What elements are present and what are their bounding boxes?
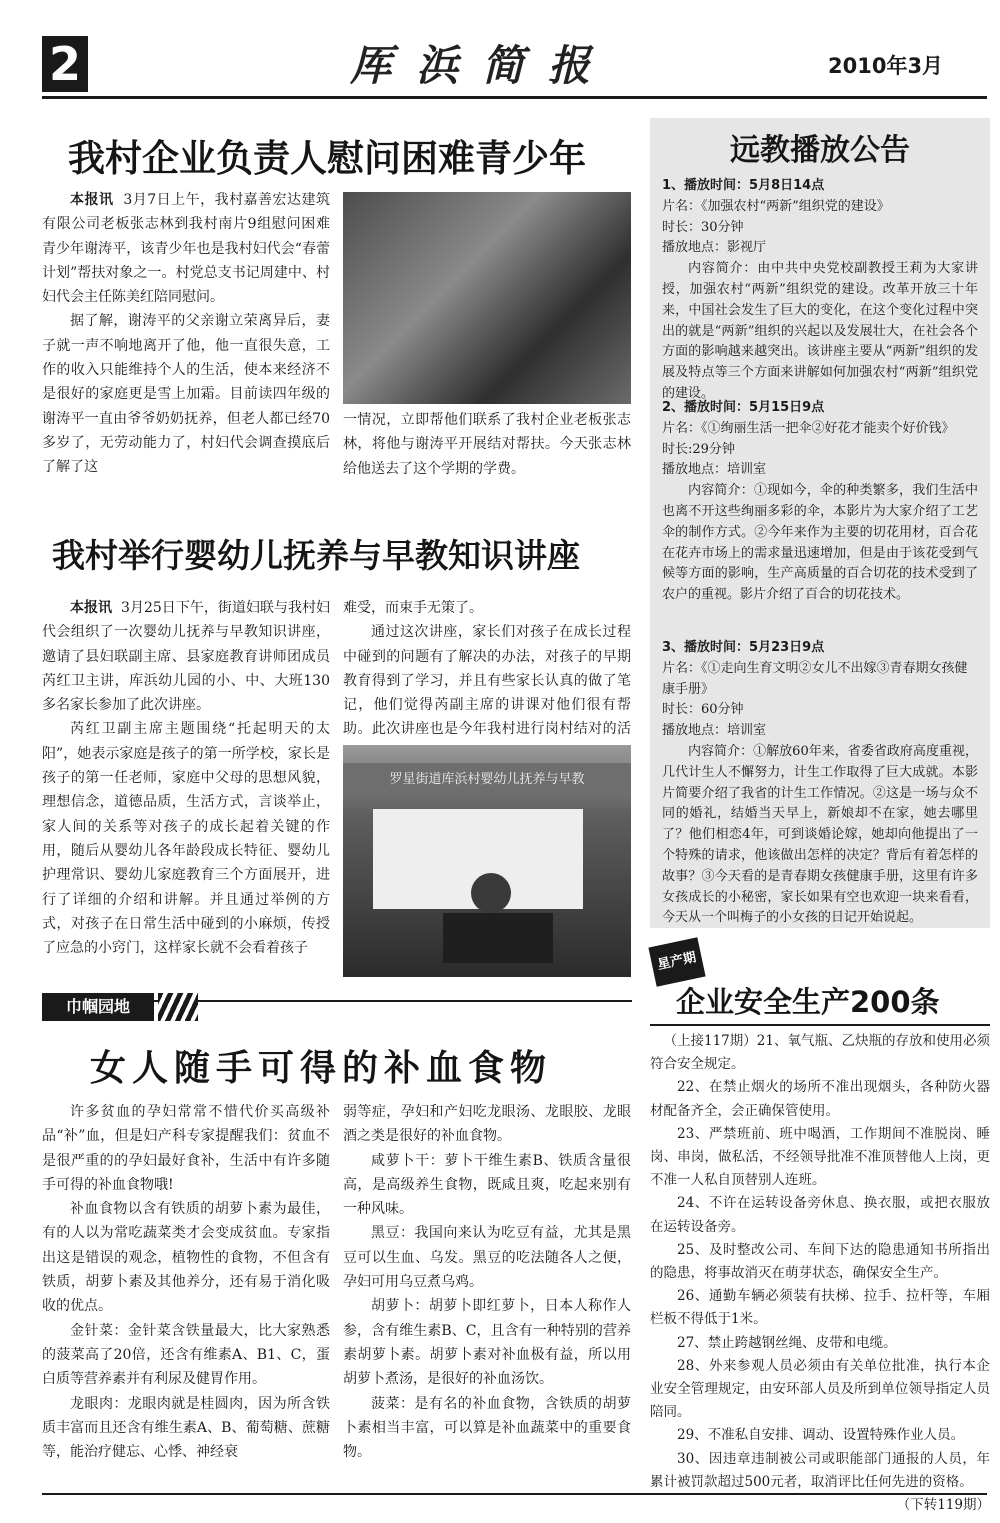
article1-photo <box>343 192 631 404</box>
notice-3-duration: 时长：60分钟 <box>662 702 744 718</box>
article2-para-3: 难受，而束手无策了。 <box>343 600 483 616</box>
article2-para-4: 通过这次讲座，家长们对孩子在成长过程中碰到的问题有了解决的办法，对孩子的早期教育得到了学习，并且有些家长认真的做了笔记，他们觉得芮副主席的讲课对他们很有帮助。此次讲座也是今年我村进行岗村结对的活 <box>343 624 631 738</box>
article1-para-3: 一情况，立即帮他们联系了我村企业老板张志林，将他与谢涛平开展结对帮扶。今天张志林给他送去了这个学期的学费。 <box>343 412 631 477</box>
notice-1-duration: 时长：30分钟 <box>662 219 744 235</box>
safety-item-28: 28、外来参观人员必须由有关单位批准，执行本企业安全管理规定，由安环部人员及所到单位领导指定人员陪同。 <box>650 1357 990 1421</box>
article3-left-para-1: 许多贫血的孕妇常常不惜代价买高级补品“补”血，但是妇产科专家提醒我们：贫血不是很严重的的孕妇最好食补，生活中有许多随手可得的补血食物哦! <box>42 1104 330 1193</box>
masthead-title: 厍浜简报 <box>350 41 615 90</box>
notice-1-intro: 内容简介：由中共中央党校副教授王莉为大家讲授，加强农村“两新”组织党的建设。改革开放三十年来，中国社会发生了巨大的变化，在这个变化过程中突出的就是“两新”组织的兴起以及发展壮大，在社会各个方面的影响越来越突出。该讲座主要从“两新”组织的发展及特点等三个方面来讲解如何加强农村“两新”组织党的建设。 <box>662 261 978 401</box>
lectern <box>443 913 553 963</box>
article2-col-left <box>42 596 330 960</box>
article1-para-1-text: 3月7日上午，我村嘉善宏达建筑有限公司老板张志林到我村南片9组慰问困难青少年谢涛平，该青少年也是我村妇代会“春蕾计划”帮扶对象之一。村党总支书记周建中、村妇代会主任陈美红陪同慰问。 <box>42 192 331 306</box>
notice-1-heading: 1、播放时间：5月8日14点 <box>662 178 825 193</box>
notice-3-heading: 3、播放时间：5月23日9点 <box>662 640 825 655</box>
article1-para-1 <box>42 188 330 309</box>
safety-item-26: 26、通勤车辆必须装有扶梯、拉手、拉杆等，车厢栏板不得低于1米。 <box>650 1288 990 1328</box>
lecture-banner: 罗星街道库浜村婴幼儿抚养与早教 <box>343 763 631 797</box>
header-rule <box>42 96 987 99</box>
notice-2-duration: 时长:29分钟 <box>662 441 735 457</box>
safety-title: 企业安全生产200条 <box>676 985 940 1019</box>
safety-item-23: 23、严禁班前、班中喝酒，工作期间不准脱岗、睡岗、串岗，做私活，不经领导批准不准顶替他人上岗，更不准一人私自顶替别人连班。 <box>650 1125 990 1189</box>
safety-item-27: 27、禁止跨越钢丝绳、皮带和电缆。 <box>677 1334 897 1351</box>
footer-rule <box>42 1493 987 1495</box>
safety-badge: 星产期 <box>648 937 705 987</box>
safety-item-29: 29、不准私自安排、调动、设置特殊作业人员。 <box>677 1427 965 1444</box>
article3-col-left <box>42 1100 330 1464</box>
article1-col-left <box>42 188 330 480</box>
notice-2-intro: 内容简介：①现如今，伞的种类繁多，我们生活中也离不开这些绚丽多彩的伞，本影片为大家介绍了工艺伞的制作方式。②今年来作为主要的切花用材，百合花在花卉市场上的需求量迅速增加，但是由于该花受到气候等方面的影响，生产高质量的百合切花的技术受到了农户的重视。影片介绍了百合的切花技术。 <box>662 483 978 603</box>
article3-col-right <box>343 1100 631 1464</box>
notice-1-film: 片名：《加强农村“两新”组织党的建设》 <box>662 198 890 214</box>
notice-2-location: 播放地点：培训室 <box>662 462 767 478</box>
article2-para-2: 芮红卫副主席主题围绕“托起明天的太阳”，她表示家庭是孩子的第一所学校，家长是孩子的第一任老师，家庭中父母的思想风貌，理想信念，道德品质，生活方式，言谈举止，家人间的关系等对孩子的成长起着关键的作用，随后从婴幼儿各年龄段成长特征、婴幼儿护理常识、婴幼儿家庭教育三个方面展开，进行了详细的介绍和讲解。并且通过举例的方式，对孩子在日常生活中碰到的小麻烦，传授了应急的小窍门，这样家长就不会看着孩子 <box>42 721 330 957</box>
speaker-figure <box>471 873 511 913</box>
article3-right-para-5: 菠菜：是有名的补血食物，含铁质的胡萝卜素相当丰富，可以算是补血蔬菜中的重要食物。 <box>343 1395 631 1461</box>
notice-3-intro: 内容简介：①解放60年来，省委省政府高度重视，几代计生人不懈努力，计生工作取得了巨大成就。本影片简要介绍了我省的计生工作情况。②这是一场与众不同的婚礼，结婚当天早上，新娘却不在家，她去哪里了？他们相恋4年，可到谈婚论嫁，她却向他提出了一个特殊的请求，他该做出怎样的决定？背后有着怎样的故事？③今天看的是青春期女孩健康手册，这里有许多女孩成长的小秘密，家长如果有空也欢迎一块来看看，今天从一个叫梅子的小女孩的日记开始说起。 <box>662 743 978 926</box>
article3-left-para-3: 金针菜：金针菜含铁量最大，比大家熟悉的菠菜高了20倍，还含有维素A、B1、C，蛋白质等营养素并有利尿及健胃作用。 <box>42 1322 330 1388</box>
article3-left-para-2: 补血食物以含有铁质的胡萝卜素为最佳，有的人以为常吃蔬菜类才会变成贫血。专家指出这是错误的观念，植物性的食物，不但含有铁质，胡萝卜素及其他养分，还有易于消化吸收的优点。 <box>42 1201 330 1315</box>
safety-item-30: 30、因违章违制被公司或职能部门通报的人员，年累计被罚款超过500元者，取消评比任何先进的资格。 <box>650 1450 990 1490</box>
article2-tag: 本报讯 <box>70 600 113 616</box>
issue-date: 2010年3月 <box>828 54 944 78</box>
article3-right-para-3: 黑豆：我国向来认为吃豆有益，尤其是黑豆可以生血、乌发。黑豆的吃法随各人之便，孕妇可用乌豆煮乌鸡。 <box>343 1225 631 1291</box>
article1-tag: 本报讯 <box>70 192 114 208</box>
notice-2-heading: 2、播放时间：5月15日9点 <box>662 400 825 415</box>
notice-3-location: 播放地点：培训室 <box>662 723 767 739</box>
article3-right-para-4: 胡萝卜：胡萝卜即红萝卜，日本人称作人参，含有维生素B、C，且含有一种特别的营养素胡萝卜素。胡萝卜素对补血极有益，所以用胡萝卜煮汤，是很好的补血汤饮。 <box>343 1298 631 1388</box>
article2-para-1 <box>42 596 330 717</box>
article2-photo <box>343 745 631 977</box>
article2-para-1-text: 3月25日下午，街道妇联与我村妇代会组织了一次婴幼儿抚养与早教知识讲座，邀请了县妇联副主席、县家庭教育讲师团成员芮红卫主讲，库浜幼儿园的小、中、大班130多名家长参加了此次讲座。 <box>42 600 331 714</box>
article1-para-2: 据了解，谢涛平的父亲谢立荣离异后，妻子就一声不响地离开了他，他一直很失意，工作的收入只能维持个人的生活，使本来经济不是很好的家庭更是雪上加霜。目前读四年级的谢涛平一直由爷爷奶奶抚养，但老人都已经70多岁了，无劳动能力了，村妇代会调查摸底后了解了这 <box>42 313 330 476</box>
section-tag: 巾帼园地 <box>42 993 154 1021</box>
safety-list <box>650 1030 990 1517</box>
article1-title: 我村企业负责人慰问困难青少年 <box>68 137 586 180</box>
notice-item-1 <box>662 176 978 405</box>
article3-left-para-4: 龙眼肉：龙眼肉就是桂圆肉，因为所含铁质丰富而且还含有维生素A、B、葡萄糖、蔗糖等，能治疗健忘、心悸、神经衰 <box>42 1395 330 1461</box>
article3-right-para-2: 咸萝卜干：萝卜干维生素B、铁质含量很高，是高级养生食物，既咸且爽，吃起来别有一种风味。 <box>343 1152 631 1218</box>
safety-item-21: （上接117期）21、氧气瓶、乙炔瓶的存放和使用必须符合安全规定。 <box>650 1033 990 1073</box>
safety-continued: （下转119期） <box>896 1497 990 1514</box>
safety-item-22: 22、在禁止烟火的场所不准出现烟头，各种防火器材配备齐全，会正确保管使用。 <box>650 1079 990 1119</box>
notice-1-location: 播放地点：影视厅 <box>662 240 767 256</box>
page-number: 2 <box>42 36 88 92</box>
article2-title: 我村举行婴幼儿抚养与早教知识讲座 <box>52 536 580 575</box>
notice-item-2 <box>662 398 978 606</box>
article2-col-right <box>343 596 631 766</box>
notice-2-film: 片名：《①绚丽生活一把伞②好花才能卖个好价钱》 <box>662 420 955 436</box>
article3-right-para-1: 弱等症，孕妇和产妇吃龙眼汤、龙眼胶、龙眼酒之类是很好的补血食物。 <box>343 1104 631 1145</box>
safety-item-25: 25、及时整改公司、车间下达的隐患通知书所指出的隐患，将事故消灭在萌芽状态，确保安全生产。 <box>650 1241 990 1282</box>
article3-title: 女人随手可得的补血食物 <box>90 1048 553 1089</box>
notice-title: 远教播放公告 <box>730 133 910 168</box>
safety-item-24: 24、不许在运转设备旁休息、换衣服，或把衣服放在运转设备旁。 <box>650 1195 990 1235</box>
safety-rule <box>650 1024 990 1026</box>
section-tag-stripes <box>158 993 198 1021</box>
notice-item-3 <box>662 638 978 929</box>
article1-col-right <box>343 408 631 481</box>
notice-3-film: 片名：《①走向生育文明②女儿不出嫁③青春期女孩健康手册》 <box>662 660 968 697</box>
